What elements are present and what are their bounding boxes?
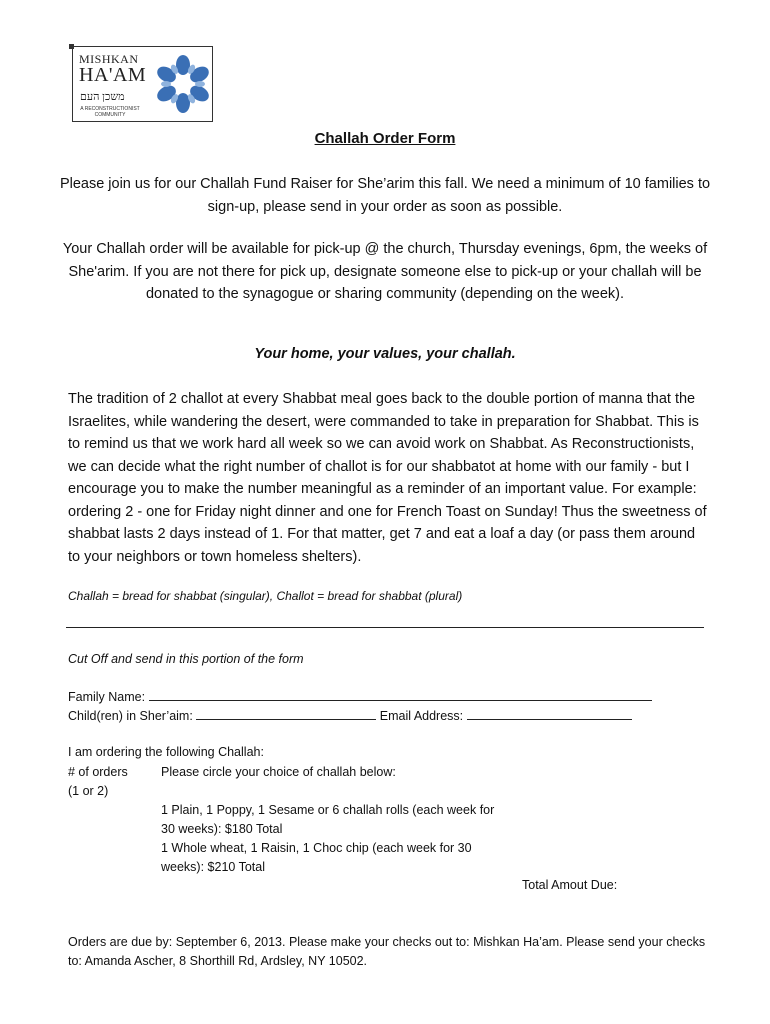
email-field[interactable]	[467, 706, 632, 720]
cut-line-divider	[66, 627, 704, 628]
challah-option-2[interactable]: 1 Whole wheat, 1 Raisin, 1 Choc chip (each week for 30 weeks): $210 Total	[161, 841, 472, 874]
children-label: Child(ren) in Sher’aim:	[68, 709, 193, 723]
definition-note: Challah = bread for shabbat (singular), Challot = bread for shabbat (plural)	[68, 589, 463, 603]
ordering-label: I am ordering the following Challah:	[68, 745, 264, 759]
logo-line-1: MISHKAN	[79, 52, 139, 66]
orders-label: # of orders	[68, 765, 128, 779]
children-field[interactable]	[196, 706, 376, 720]
cut-off-instruction: Cut Off and send in this portion of the form	[68, 652, 304, 666]
family-name-row	[68, 687, 652, 707]
family-name-label: Family Name:	[68, 690, 146, 704]
challah-option-1[interactable]: 1 Plain, 1 Poppy, 1 Sesame or 6 challah rolls (each week for 30 weeks): $180 Total	[161, 803, 495, 836]
logo-marker	[69, 44, 74, 49]
logo-subtitle: A RECONSTRUCTIONIST COMMUNITY	[80, 106, 140, 118]
children-email-row	[68, 706, 632, 726]
organization-logo	[72, 46, 213, 122]
tradition-paragraph: The tradition of 2 challot at every Shabbat meal goes back to the double portion of manna that the Israelites, while wandering the desert, were commanded to take in preparation for Shabbat. This is to remind us that we work hard all week so we can avoid work on Shabbat. As Reconstructionists, we can decide what the right number of challot is for our shabbatot at home with our family - but I encourage you to make the number meaningful as a reminder of an important value. For example: ordering 2 - one for Friday night dinner and one for French Toast on Sunday! Thus the sweetness of shabbat lasts 2 days instead of 1. For that matter, get 7 and eat a loaf a day (or pass them around to your neighbors or town homeless shelters).	[68, 391, 707, 565]
pickup-paragraph: Your Challah order will be available for pick-up @ the church, Thursday evenings, 6pm, the weeks of She'arim. If you are not there for pick up, designate someone else to pick-up or your challah will be donated to the synagogue or sharing community (depending on the week).	[62, 241, 708, 302]
circle-instruction: Please circle your choice of challah below:	[161, 765, 396, 779]
tagline: Your home, your values, your challah.	[254, 346, 516, 362]
intro-paragraph: Please join us for our Challah Fund Raiser for She’arim this fall. We need a minimum of 10 families to sign-up, please send in your order as soon as possible.	[59, 176, 711, 215]
email-label: Email Address:	[379, 709, 464, 723]
logo-hebrew: משכן העם	[80, 91, 125, 103]
total-due-label: Total Amout Due:	[522, 878, 618, 892]
hands-star-icon	[157, 51, 209, 117]
logo-line-2: HA'AM	[79, 64, 147, 86]
form-title: Challah Order Form	[314, 130, 456, 147]
footer-instructions: Orders are due by: September 6, 2013. Please make your checks out to: Mishkan Ha’am. Please send your checks to: Amanda Ascher, 8 Shorthill Rd, Ardsley, NY 10502.	[68, 935, 706, 968]
orders-hint: (1 or 2)	[68, 784, 109, 798]
family-name-field[interactable]	[149, 687, 652, 701]
